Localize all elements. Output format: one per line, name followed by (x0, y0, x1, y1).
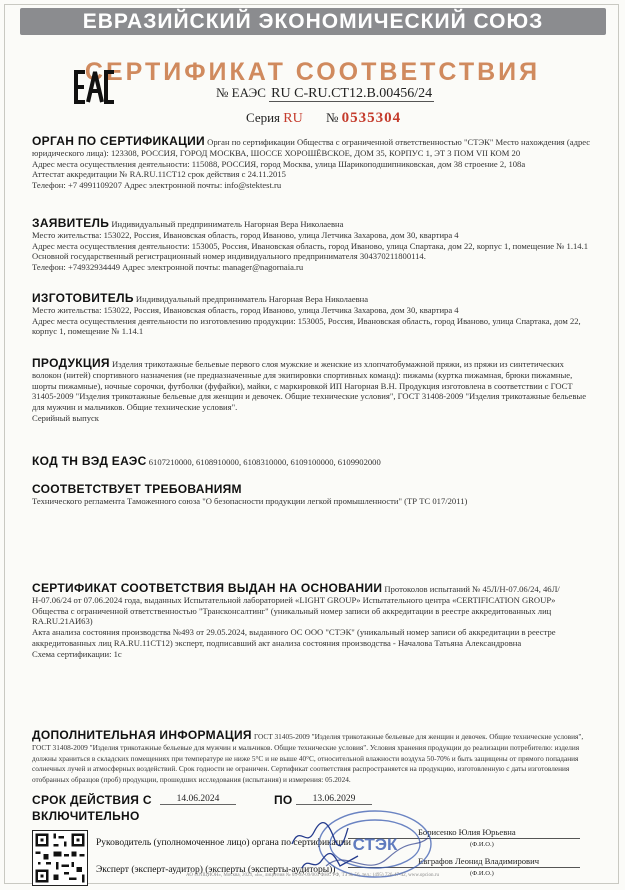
applicant-line-2: Место жительства: 153022, Россия, Ивановская область, город Иваново, улица Летчика Захарова, дом 30, квартира 4 (32, 229, 459, 240)
org-line-3: Адрес места осуществления деятельности: 115088, РОССИЯ, город Москва, улица Шарикоподшипниковская, дом 38 строение 2, 108а (32, 158, 526, 169)
requirements-section (32, 484, 592, 507)
basis-section (32, 583, 592, 660)
basis-text-2: Акта анализа состояния производства №493 от 29.05.2024, выданного ОС ООО "СТЭК" (уникальный номер записи об аккредитации в реестре аккредитованных лиц RA.RU.11СТ12) эксперт, подписавший акт анализа состояния производства - Началова Татьяна Александровна (32, 627, 556, 648)
basis-heading: СЕРТИФИКАТ СООТВЕТСТВИЯ ВЫДАН НА ОСНОВАНИИ (32, 581, 383, 595)
manufacturer-line-2: Место жительства: 153022, Россия, Ивановская область, город Иваново, улица Летчика Захарова, дом 30, квартира 4 (32, 304, 459, 315)
applicant-line-4: Основной государственный регистрационный номер индивидуального предпринимателя 304370211800114. (32, 251, 426, 262)
tnved-section (32, 456, 592, 468)
org-line-4: Аттестат аккредитации № RA.RU.11СТ12 срок действия с 24.11.2015 (32, 169, 286, 180)
validity-to-date: 13.06.2029 (296, 794, 372, 805)
validity-from-date: 14.06.2024 (160, 794, 236, 805)
org-line-2: Место нахождения (адрес юридического лица): 123308, РОССИЯ, ГОРОД МОСКВА, ШОССЕ ХОРОШЁВСКОЕ, ДОМ 35, КОРПУС 1, ЭТ 3 ПОМ VII КОМ 20 (32, 137, 591, 158)
tnved-heading: КОД ТН ВЭД ЕАЭС (32, 454, 147, 468)
certification-body-section (32, 136, 592, 191)
manufacturer-line-1: Индивидуальный предприниматель Нагорная Вера Николаевна (135, 294, 369, 304)
head-name: Борисенко Юлия Юрьевна (418, 827, 516, 837)
org-line-5: Телефон: +7 4991109207 Адрес электронной почты: info@stektest.ru (32, 180, 282, 191)
applicant-section (32, 218, 592, 273)
head-fio-caption: (Ф.И.О.) (470, 841, 494, 848)
validity-from-label: СРОК ДЕЙСТВИЯ С (32, 793, 152, 807)
manufacturer-heading: ИЗГОТОВИТЕЛЬ (32, 291, 134, 305)
eac-mark-icon (74, 66, 116, 108)
tnved-codes: 6107210000, 6108910000, 6108310000, 6109100000, 6109902000 (148, 457, 381, 467)
manufacturer-line-3: Адрес места осуществления деятельности по изготовлению продукции: 153005, Россия, Ивановская область, город Иваново, улица Спартака, дом 22, корпус 1, помещение № 1.14.1 (32, 315, 581, 337)
requirements-heading: СООТВЕТСТВУЕТ ТРЕБОВАНИЯМ (32, 482, 242, 496)
series-no-label: № (326, 110, 339, 125)
certificate-title: СЕРТИФИКАТ СООТВЕТСТВИЯ (84, 58, 541, 86)
additional-info-section (32, 730, 592, 785)
validity-inclusive-label: ВКЛЮЧИТЕЛЬНО (32, 809, 140, 823)
additional-text: ГОСТ 31405-2009 "Изделия трикотажные бельевые для женщин и девочек. Общие технические условия", ГОСТ 31408-2009 "Изделия трикотажные бельевые для мужчин и мальчиков. Общие технические условия". Условия хранения продукции до реализации потребителю: изделия должны храниться в складских помещениях при температуре не ниже 5°С и не выше 40°С, относительной влажности воздуха 50-70% и быть защищены от прямого попадания солнечных лучей и атмосферных воздействий. Срок годности не ограничен. Сертификат соответствия распространяется на продукцию, изготовленную с даты изготовления отобранных образцов (проб) продукции, прошедших исследования (испытания) и измерения: 05.2024. (32, 732, 584, 785)
series-value: RU (283, 111, 303, 126)
applicant-line-3: Адрес места осуществления деятельности: 153005, Россия, Ивановская область, город Иваново, улица Спартака, дом 22, корпус 1, помещение № 1.14.1 (32, 240, 589, 251)
certificate-number-row (216, 85, 434, 102)
product-text: Изделия трикотажные бельевые первого слоя мужские и женские из хлопчатобумажной пряжи, из пряжи из синтетических волокон (нитей) спортивного назначения (не предназначенные для экипировки спортивных команд): пижамы (куртка пижамная, брюки пижамные, шорты пижамные), ночные сорочки, футболки (фуфайки), майки, с маркировкой ИП Нагорная В.Н. Продукция изготовлена в соответствии с ГОСТ 31405-2009 "Изделия трикотажные бельевые для женщин и девочек. Общие технические условия", ГОСТ 31408-2009 "Изделия трикотажные бельевые для мужчин и мальчиков. Общие технические условия". (32, 359, 587, 413)
expert-signature-label: Эксперт (эксперт-аудитор) (эксперты (эксперты-аудиторы)) (96, 865, 336, 875)
stamp-text: СТЭК (352, 835, 398, 854)
applicant-line-1: Индивидуальный предприниматель Нагорная Вера Николаевна (111, 219, 344, 229)
head-signature-label: Руководитель (уполномоченное лицо) органа по сертификации (96, 838, 351, 848)
basis-text-1: Протоколов испытаний № 45Л/Н-07.06/24, 46Л/Н-07.06/24 от 07.06.2024 года, выданных Испытательной лабораторией «LIGHT GROUP» Испытательного центра «CERTIFICATION GROUP» Общества с ограниченной ответственностью "Трансконсалтинг" (уникальный номер записи об аккредитации в реестре аккредитованных лиц RA.RU.21АИ63) (32, 584, 560, 627)
product-serial: Серийный выпуск (32, 412, 99, 423)
validity-to-label: ПО (274, 793, 293, 807)
org-heading: ОРГАН ПО СЕРТИФИКАЦИИ (32, 134, 205, 148)
applicant-heading: ЗАЯВИТЕЛЬ (32, 216, 110, 230)
blank-number: 0535304 (341, 110, 402, 126)
product-section (32, 358, 592, 424)
manufacturer-section (32, 293, 592, 337)
requirements-text: Технического регламента Таможенного союза "О безопасности продукции легкой промышленности" (ТР ТС 017/2011) (32, 495, 468, 506)
expert-name: Евграфов Леонид Владимирович (418, 856, 540, 866)
series-row (246, 110, 401, 127)
certificate-number: RU С-RU.СТ12.В.00456/24 (271, 86, 433, 101)
additional-heading: ДОПОЛНИТЕЛЬНАЯ ИНФОРМАЦИЯ (32, 728, 252, 742)
head-signature-icon (290, 820, 350, 850)
org-line-1: Орган по сертификации Общества с ограниченной ответственностью "СТЭК" (207, 137, 494, 147)
series-label: Серия (246, 110, 281, 125)
expert-fio-caption: (Ф.И.О.) (470, 870, 494, 877)
applicant-line-5: Телефон: +74932934449 Адрес электронной почты: manager@nagornaia.ru (32, 262, 304, 273)
basis-text-3: Схема сертификации: 1с (32, 648, 122, 659)
printer-footer: АО «ОПЦИОН», Москва, 2023, «Б», лицензия № 05-05-09/003 ФНС РФ, ТЗ № 56, тел.: (495) 726-47-42, www.opcion.ru (186, 873, 439, 878)
product-heading: ПРОДУКЦИЯ (32, 356, 110, 370)
number-label: № ЕАЭС (216, 85, 266, 100)
union-banner: ЕВРАЗИЙСКИЙ ЭКОНОМИЧЕСКИЙ СОЮЗ (20, 8, 606, 35)
